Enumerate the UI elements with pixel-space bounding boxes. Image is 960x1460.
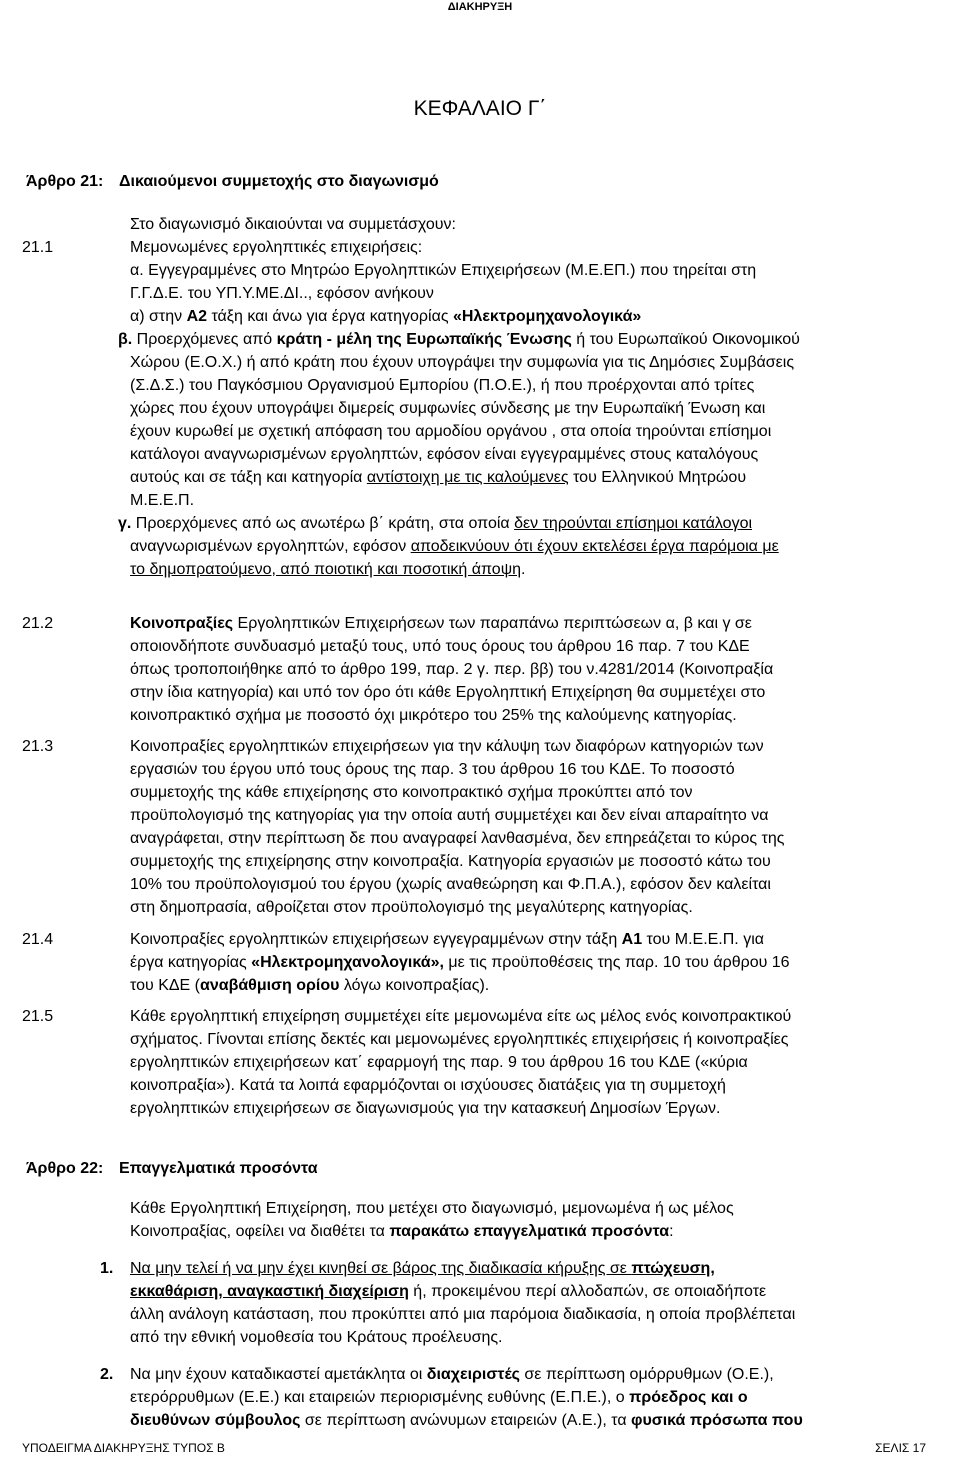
article-21-title: Δικαιούμενοι συμμετοχής στο διαγωνισμό — [119, 173, 439, 190]
p21-1-b-line1: β. Προερχόμενες από κράτη - μέλη της Ευρωπαϊκής Ένωσης ή του Ευρωπαϊκού Οικονομικού — [118, 331, 800, 348]
p21-1-b-line5: έχουν κυρωθεί με σχετική απόφαση του αρμοδίου οργάνου , στα οποία τηρούνται επίσημοι — [130, 423, 772, 440]
paragraph-number-21-2: 21.2 — [22, 615, 54, 632]
item-2-line1: Να μην έχουν καταδικαστεί αμετάκλητα οι διαχειριστές σε περίπτωση ομόρρυθμων (Ο.Ε.), — [130, 1366, 774, 1383]
footer-left: ΥΠΟΔΕΙΓΜΑ ΔΙΑΚΗΡΥΞΗΣ ΤΥΠΟΣ Β — [22, 1441, 225, 1455]
article-22-title: Επαγγελματικά προσόντα — [119, 1160, 318, 1177]
p21-2-line3: όπως τροποποιήθηκε από το άρθρο 199, παρ. 2 γ. περ. ββ) του ν.4281/2014 (Κοινοπραξία — [130, 661, 774, 678]
p21-1-c-line3: το δημοπρατούμενο, από ποιοτική και ποσοτική άποψη. — [130, 561, 526, 578]
p21-3-line4: προϋπολογισμό της κατηγορίας για την οποία αυτή συμμετέχει και δεν είναι απαραίτητο να — [130, 807, 769, 824]
chapter-title: ΚΕΦΑΛΑΙΟ Γ΄ — [413, 97, 547, 120]
p21-4-line1: Κοινοπραξίες εργοληπτικών επιχειρήσεων εγγεγραμμένων στην τάξη Α1 του Μ.Ε.Ε.Π. για — [130, 931, 764, 948]
p21-3-line7: 10% του προϋπολογισμού του έργου (χωρίς αναθεώρηση και Φ.Π.Α.), εφόσον δεν καλείται — [130, 876, 771, 893]
article-22-intro-line1: Κάθε Εργοληπτική Επιχείρηση, που μετέχει στο διαγωνισμό, μεμονωμένα ή ως μέλος — [130, 1200, 734, 1217]
item-2-number: 2. — [100, 1366, 114, 1383]
p21-1-b-line2: Χώρου (Ε.Ο.Χ.) ή από κράτη που έχουν υπογράψει την συμφωνία για τις Δημόσιες Συμβάσεις — [130, 354, 795, 371]
article-22-intro-line2: Κοινοπραξίας, οφείλει να διαθέτει τα παρακάτω επαγγελματικά προσόντα: — [130, 1223, 674, 1240]
p21-3-line1: Κοινοπραξίες εργοληπτικών επιχειρήσεων για την κάλυψη των διαφόρων κατηγοριών των — [130, 738, 764, 755]
p21-1-a-line1: α. Εγγεγραμμένες στο Μητρώο Εργοληπτικών Επιχειρήσεων (Μ.Ε.ΕΠ.) που τηρείται στη — [130, 262, 757, 279]
p21-1-b-line7: αυτούς και σε τάξη και κατηγορία αντίστοιχη με τις καλούμενες του Ελληνικού Μητρώου — [130, 469, 747, 486]
p21-2-line5: κοινοπρακτικό σχήμα με ποσοστό όχι μικρότερο του 25% της καλούμενης κατηγορίας. — [130, 707, 737, 724]
p21-1-a-line2: Γ.Γ.Δ.Ε. του ΥΠ.Υ.ΜΕ.ΔΙ.., εφόσον ανήκουν — [130, 285, 434, 302]
p21-5-line3: εργοληπτικών επιχειρήσεων κατ΄ εφαρμογή της παρ. 9 του άρθρου 16 του ΚΔΕ («κύρια — [130, 1054, 748, 1071]
p21-1-b-line6: κατάλογοι αναγνωρισμένων εργοληπτών, εφόσον είναι εγγεγραμμένες στους καταλόγους — [130, 446, 759, 463]
p21-4-line3: του ΚΔΕ (αναβάθμιση ορίου λόγω κοινοπραξίας). — [130, 977, 490, 994]
p21-3-line5: αναγράφεται, στην περίπτωση δε που αναγραφεί λανθασμένα, δεν επηρεάζεται το κύρος της — [130, 830, 785, 847]
paragraph-number-21-5: 21.5 — [22, 1008, 54, 1025]
footer-page-number: ΣΕΛΙΣ 17 — [875, 1441, 926, 1455]
p21-1-b-line3: (Σ.Δ.Σ.) του Παγκόσμιου Οργανισμού Εμπορίου (Π.Ο.Ε.), ή που προέρχονται από τρίτες — [130, 377, 755, 394]
p21-1-b-line4: χώρες που έχουν υπογράψει διμερείς συμφωνίες σύνδεσης με την Ευρωπαϊκή Ένωση και — [130, 400, 766, 417]
item-1-line4: από την εθνική νομοθεσία του Κράτους προέλευσης. — [130, 1329, 503, 1346]
p21-1-c-line1: γ. Προερχόμενες από ως ανωτέρω β΄ κράτη, στα οποία δεν τηρούνται επίσημοι κατάλογοι — [118, 515, 753, 532]
document-header: ΔΙΑΚΗΡΥΞΗ — [447, 1, 513, 13]
item-1-line3: άλλη ανάλογη κατάσταση, που προκύπτει από μια παρόμοια διαδικασία, η οποία προβλέπεται — [130, 1306, 796, 1323]
item-2-line3: διευθύνων σύμβουλος σε περίπτωση ανώνυμων εταιρειών (Α.Ε.), τα φυσικά πρόσωπα που — [130, 1412, 803, 1429]
p21-3-line8: στη δημοπρασία, αθροίζεται στον προϋπολογισμό της μεγαλύτερης κατηγορίας. — [130, 899, 693, 916]
article-21-heading — [26, 170, 439, 193]
item-1-line1: Να μην τελεί ή να μην έχει κινηθεί σε βάρος της διαδικασία κήρυξης σε πτώχευση, — [130, 1260, 715, 1277]
p21-1-b-line8: Μ.Ε.Ε.Π. — [130, 492, 195, 509]
p21-3-line2: εργασιών του έργου υπό τους όρους της παρ. 3 του άρθρου 16 του ΚΔΕ. Το ποσοστό — [130, 761, 735, 778]
p21-1-heading: Μεμονωμένες εργοληπτικές επιχειρήσεις: — [130, 239, 423, 256]
p21-5-line1: Κάθε εργοληπτική επιχείρηση συμμετέχει είτε μεμονωμένα είτε ως μέλος ενός κοινοπρακτικού — [130, 1008, 792, 1025]
p21-5-line5: εργοληπτικών επιχειρήσεων σε διαγωνισμούς για την κατασκευή Δημοσίων Έργων. — [130, 1100, 721, 1117]
item-1-line2: εκκαθάριση, αναγκαστική διαχείριση ή, προκειμένου περί αλλοδαπών, σε οποιαδήποτε — [130, 1283, 767, 1300]
p21-1-a-line3: α) στην Α2 τάξη και άνω για έργα κατηγορίας «Ηλεκτρομηχανολογικά» — [130, 308, 642, 325]
paragraph-number-21-3: 21.3 — [22, 738, 54, 755]
p21-3-line6: συμμετοχής της επιχείρησης στην κοινοπραξία. Κατηγορία εργασιών με ποσοστό κάτω του — [130, 853, 771, 870]
article-22-number: Άρθρο 22: — [26, 1160, 104, 1177]
paragraph-number-21-4: 21.4 — [22, 931, 54, 948]
p21-3-line3: συμμετοχής της κάθε επιχείρησης στο κοινοπρακτικό σχήμα προκύπτει από τον — [130, 784, 693, 801]
item-2-line2: ετερόρρυθμων (Ε.Ε.) και εταιρειών περιορισμένης ευθύνης (Ε.Π.Ε.), ο πρόεδρος και ο — [130, 1389, 748, 1406]
article-21-intro: Στο διαγωνισμό δικαιούνται να συμμετάσχουν: — [130, 216, 456, 233]
paragraph-number-21-1: 21.1 — [22, 239, 54, 256]
p21-2-line2: οποιονδήποτε συνδυασμό μεταξύ τους, υπό τους όρους του άρθρου 16 παρ. 7 του ΚΔΕ — [130, 638, 750, 655]
p21-4-line2: έργα κατηγορίας «Ηλεκτρομηχανολογικά», με τις προϋποθέσεις της παρ. 10 του άρθρου 16 — [130, 954, 790, 971]
p21-1-c-line2: αναγνωρισμένων εργοληπτών, εφόσον αποδεικνύουν ότι έχουν εκτελέσει έργα παρόμοια με — [130, 538, 779, 555]
p21-5-line2: σχήματος. Γίνονται επίσης δεκτές και μεμονωμένες εργοληπτικές επιχειρήσεις ή κοινοπραξίες — [130, 1031, 789, 1048]
article-22-heading — [26, 1157, 318, 1180]
article-21-number: Άρθρο 21: — [26, 173, 104, 190]
p21-2-line1: Κοινοπραξίες Εργοληπτικών Επιχειρήσεων των παραπάνω περιπτώσεων α, β και γ σε — [130, 615, 752, 632]
item-1-number: 1. — [100, 1260, 114, 1277]
p21-2-line4: στην ίδια κατηγορία) και υπό τον όρο ότι κάθε Εργοληπτική Επιχείρηση θα συμμετέχει στο — [130, 684, 766, 701]
p21-5-line4: κοινοπραξία»). Κατά τα λοιπά εφαρμόζονται οι ισχύουσες διατάξεις για τη συμμετοχή — [130, 1077, 726, 1094]
